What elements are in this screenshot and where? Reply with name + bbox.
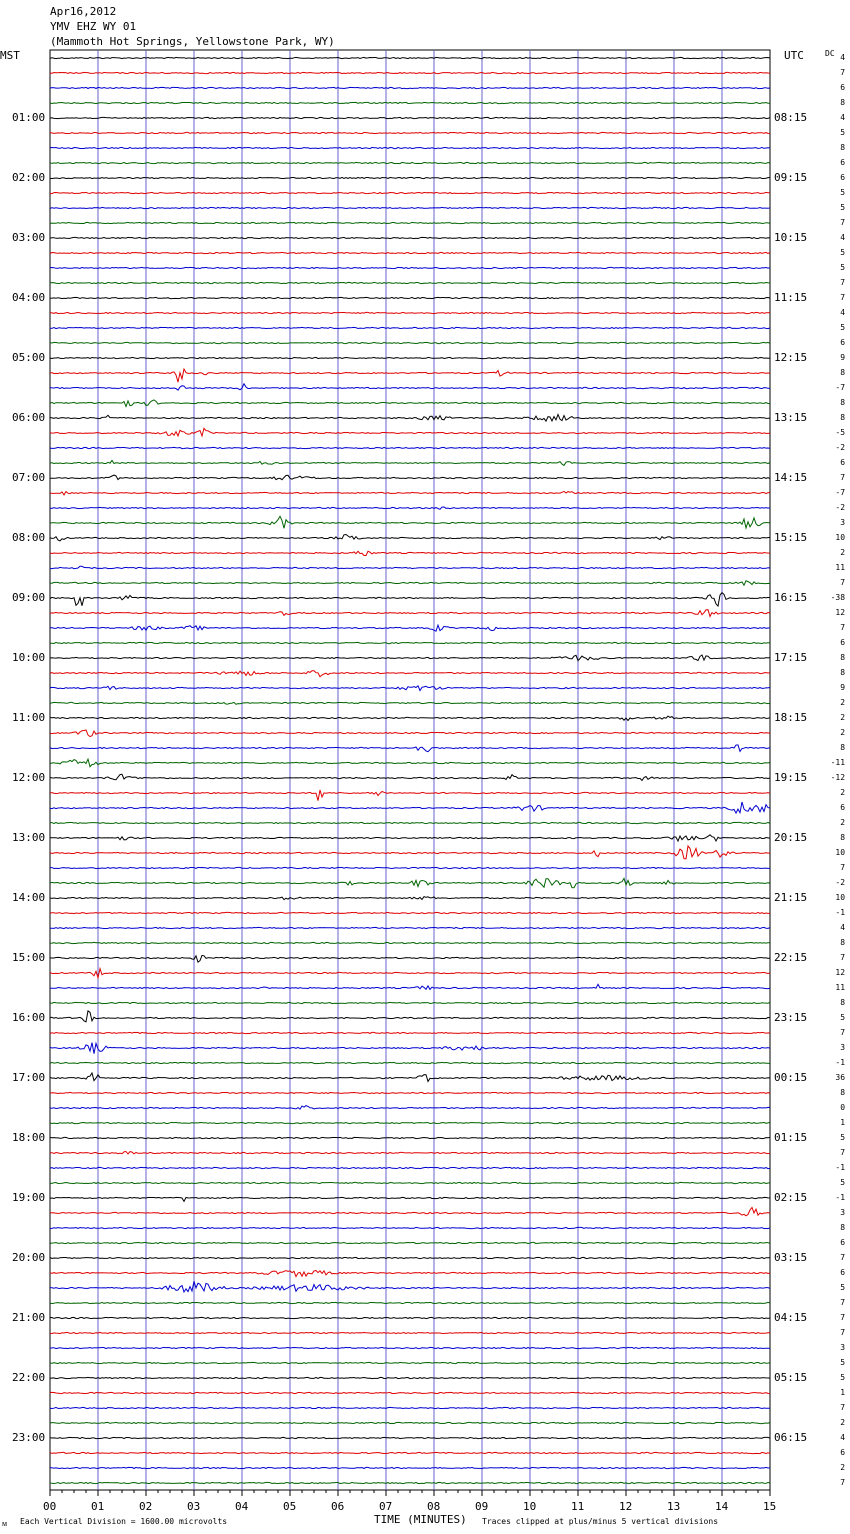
dc-offset-value: 6: [840, 638, 846, 647]
dc-offset-value: 8: [840, 1088, 846, 1097]
dc-offset-value: 6: [840, 173, 846, 182]
dc-offset-value: 7: [840, 68, 846, 77]
seismic-trace: [50, 1317, 770, 1318]
seismic-trace: [50, 415, 770, 422]
seismic-trace: [50, 566, 770, 569]
dc-offset-value: -2: [835, 878, 846, 887]
seismic-trace: [50, 1452, 770, 1453]
left-timezone-label: MST: [0, 49, 20, 62]
left-hour-label: 05:00: [12, 351, 46, 364]
seismic-trace: [50, 102, 770, 103]
dc-offset-value: 8: [840, 668, 846, 677]
right-hour-label: 01:15: [774, 1131, 808, 1144]
dc-offset-value: 8: [840, 998, 846, 1007]
dc-offset-value: 8: [840, 653, 846, 662]
footer-scale-note: Each Vertical Division = 1600.00 microvolts: [20, 1517, 228, 1526]
seismic-trace: [50, 312, 770, 313]
right-hour-label: 21:15: [774, 891, 808, 904]
right-hour-label: 06:15: [774, 1431, 808, 1444]
dc-offset-value: 7: [840, 293, 846, 302]
footer-left-mark: ᴍ: [2, 1519, 8, 1528]
dc-offset-value: 3: [840, 1208, 846, 1217]
left-hour-label: 03:00: [12, 231, 46, 244]
seismic-trace: [50, 369, 770, 382]
seismic-trace: [50, 132, 770, 133]
dc-offset-value: 2: [840, 728, 846, 737]
dc-offset-value: 4: [840, 1433, 846, 1442]
dc-offset-value: -5: [835, 428, 846, 437]
left-hour-label: 13:00: [12, 831, 46, 844]
dc-offset-value: 6: [840, 803, 846, 812]
seismic-trace: [50, 846, 770, 859]
dc-offset-value: 7: [840, 218, 846, 227]
dc-offset-value: 5: [840, 248, 846, 257]
dc-offset-value: 7: [840, 473, 846, 482]
seismic-trace: [50, 87, 770, 88]
seismic-trace: [50, 593, 770, 607]
seismic-trace: [50, 222, 770, 223]
dc-offset-value: 5: [840, 203, 846, 212]
seismic-trace: [50, 1377, 770, 1378]
right-hour-label: 09:15: [774, 171, 808, 184]
dc-offset-value: 7: [840, 623, 846, 632]
dc-offset-value: 5: [840, 1013, 846, 1022]
seismic-trace: [50, 610, 770, 617]
seismic-trace: [50, 897, 770, 900]
dc-offset-value: 10: [835, 848, 846, 857]
dc-offset-value: 7: [840, 278, 846, 287]
seismic-trace: [50, 759, 770, 767]
seismic-trace: [50, 1197, 770, 1201]
seismic-trace: [50, 400, 770, 407]
x-tick-label: 03: [187, 1500, 201, 1513]
seismic-trace: [50, 969, 770, 978]
x-tick-label: 02: [139, 1500, 153, 1513]
dc-offset-value: 7: [840, 1403, 846, 1412]
left-hour-label: 19:00: [12, 1191, 46, 1204]
seismic-trace: [50, 1182, 770, 1183]
dc-offset-value: -38: [830, 593, 846, 602]
seismic-trace: [50, 1467, 770, 1468]
dc-offset-value: 12: [835, 968, 846, 977]
x-tick-label: 06: [331, 1500, 345, 1513]
left-hour-label: 18:00: [12, 1131, 46, 1144]
seismic-trace: [50, 447, 770, 448]
seismic-trace: [50, 1137, 770, 1138]
seismic-trace: [50, 642, 770, 643]
dc-offset-value: 0: [840, 1103, 846, 1112]
dc-offset-value: 7: [840, 863, 846, 872]
right-hour-label: 18:15: [774, 711, 808, 724]
left-hour-label: 02:00: [12, 171, 46, 184]
dc-offset-value: 5: [840, 1178, 846, 1187]
left-hour-label: 10:00: [12, 651, 46, 664]
seismic-trace: [50, 1271, 770, 1277]
right-hour-label: 10:15: [774, 231, 808, 244]
seismic-trace: [50, 822, 770, 823]
seismic-trace: [50, 774, 770, 780]
seismic-trace: [50, 878, 770, 887]
left-hour-label: 01:00: [12, 111, 46, 124]
left-hour-label: 16:00: [12, 1011, 46, 1024]
seismic-trace: [50, 177, 770, 178]
dc-offset-value: 10: [835, 533, 846, 542]
seismic-trace: [50, 702, 770, 704]
seismic-trace: [50, 1032, 770, 1033]
dc-offset-value: 5: [840, 188, 846, 197]
seismic-trace: [50, 686, 770, 691]
header-location: (Mammoth Hot Springs, Yellowstone Park, WY): [50, 35, 335, 48]
seismic-trace: [50, 1208, 770, 1216]
header-station: YMV EHZ WY 01: [50, 20, 137, 33]
dc-offset-value: -1: [835, 1058, 846, 1067]
seismic-trace: [50, 475, 770, 480]
seismic-trace: [50, 1227, 770, 1228]
dc-offset-value: 2: [840, 548, 846, 557]
seismic-trace: [50, 551, 770, 555]
left-hour-label: 21:00: [12, 1311, 46, 1324]
dc-offset-value: 6: [840, 1448, 846, 1457]
seismic-trace: [50, 192, 770, 193]
dc-offset-value: -1: [835, 1193, 846, 1202]
left-hour-label: 06:00: [12, 411, 46, 424]
seismic-trace: [50, 1332, 770, 1333]
dc-offset-value: 6: [840, 1268, 846, 1277]
dc-offset-value: 3: [840, 1343, 846, 1352]
seismic-trace: [50, 72, 770, 73]
right-hour-label: 22:15: [774, 951, 808, 964]
seismic-trace: [50, 327, 770, 328]
seismic-trace: [50, 1002, 770, 1003]
seismic-trace: [50, 1281, 770, 1292]
x-tick-label: 01: [91, 1500, 105, 1513]
seismic-trace: [50, 745, 770, 752]
seismic-trace: [50, 655, 770, 661]
seismic-trace: [50, 1106, 770, 1110]
x-tick-label: 11: [571, 1500, 585, 1513]
dc-offset-value: 8: [840, 743, 846, 752]
dc-offset-value: 1: [840, 1118, 846, 1127]
dc-offset-value: 5: [840, 1283, 846, 1292]
x-tick-label: 07: [379, 1500, 393, 1513]
seismic-trace: [50, 57, 770, 58]
seismic-trace: [50, 1362, 770, 1363]
dc-column-label: DC: [825, 49, 835, 58]
dc-offset-value: 8: [840, 368, 846, 377]
seismic-trace: [50, 252, 770, 253]
left-hour-label: 22:00: [12, 1371, 46, 1384]
dc-offset-value: 8: [840, 143, 846, 152]
dc-offset-value: 11: [835, 563, 846, 572]
right-hour-label: 20:15: [774, 831, 808, 844]
seismic-trace: [50, 1073, 770, 1081]
dc-offset-value: 6: [840, 458, 846, 467]
seismic-trace: [50, 955, 770, 962]
dc-offset-value: 11: [835, 983, 846, 992]
left-hour-label: 11:00: [12, 711, 46, 724]
right-hour-label: 08:15: [774, 111, 808, 124]
right-hour-label: 02:15: [774, 1191, 808, 1204]
dc-offset-value: 7: [840, 1328, 846, 1337]
right-hour-label: 23:15: [774, 1011, 808, 1024]
dc-offset-value: 6: [840, 338, 846, 347]
seismic-trace: [50, 625, 770, 631]
dc-offset-value: 7: [840, 1478, 846, 1487]
x-tick-label: 15: [763, 1500, 777, 1513]
dc-offset-value: 4: [840, 308, 846, 317]
dc-offset-value: 2: [840, 698, 846, 707]
seismic-trace: [50, 1011, 770, 1022]
right-hour-label: 19:15: [774, 771, 808, 784]
dc-offset-value: 9: [840, 353, 846, 362]
seismic-trace: [50, 507, 770, 509]
seismic-trace: [50, 1392, 770, 1393]
dc-offset-value: 3: [840, 518, 846, 527]
x-axis-title: TIME (MINUTES): [374, 1513, 467, 1526]
dc-offset-value: 5: [840, 1358, 846, 1367]
seismic-trace: [50, 1122, 770, 1123]
seismic-trace: [50, 716, 770, 721]
seismic-trace: [50, 835, 770, 841]
dc-offset-value: 6: [840, 1238, 846, 1247]
dc-offset-value: 2: [840, 1463, 846, 1472]
left-hour-label: 17:00: [12, 1071, 46, 1084]
dc-offset-value: 36: [835, 1073, 846, 1082]
dc-offset-value: -2: [835, 443, 846, 452]
header-date: Apr16,2012: [50, 5, 117, 18]
dc-offset-value: 4: [840, 113, 846, 122]
left-hour-label: 09:00: [12, 591, 46, 604]
right-hour-label: 15:15: [774, 531, 808, 544]
seismic-trace: [50, 384, 770, 390]
dc-offset-value: 4: [840, 233, 846, 242]
left-hour-label: 14:00: [12, 891, 46, 904]
right-hour-label: 16:15: [774, 591, 808, 604]
x-tick-label: 10: [523, 1500, 537, 1513]
dc-offset-value: 5: [840, 323, 846, 332]
seismic-trace: [50, 535, 770, 541]
dc-offset-value: 5: [840, 1133, 846, 1142]
right-hour-label: 03:15: [774, 1251, 808, 1264]
seismic-trace: [50, 942, 770, 943]
left-hour-label: 12:00: [12, 771, 46, 784]
right-hour-label: 05:15: [774, 1371, 808, 1384]
seismic-trace: [50, 460, 770, 465]
dc-offset-value: 6: [840, 83, 846, 92]
left-hour-label: 08:00: [12, 531, 46, 544]
dc-offset-value: 8: [840, 1223, 846, 1232]
dc-offset-value: 8: [840, 98, 846, 107]
dc-offset-value: 2: [840, 788, 846, 797]
x-tick-label: 09: [475, 1500, 489, 1513]
seismic-trace: [50, 1167, 770, 1168]
right-hour-label: 00:15: [774, 1071, 808, 1084]
seismic-trace: [50, 671, 770, 677]
dc-offset-value: 12: [835, 608, 846, 617]
dc-offset-value: 4: [840, 923, 846, 932]
x-tick-label: 13: [667, 1500, 681, 1513]
dc-offset-value: 8: [840, 938, 846, 947]
seismic-trace: [50, 1242, 770, 1243]
seismic-trace: [50, 984, 770, 989]
seismic-trace: [50, 428, 770, 436]
dc-offset-value: 7: [840, 1028, 846, 1037]
seismic-trace: [50, 790, 770, 801]
right-hour-label: 04:15: [774, 1311, 808, 1324]
seismic-trace: [50, 1092, 770, 1093]
dc-offset-value: 5: [840, 1373, 846, 1382]
seismic-trace: [50, 147, 770, 148]
seismic-trace: [50, 357, 770, 358]
dc-offset-value: 7: [840, 953, 846, 962]
dc-offset-value: -12: [830, 773, 846, 782]
footer-clip-note: Traces clipped at plus/minus 5 vertical divisions: [482, 1517, 719, 1526]
left-hour-label: 15:00: [12, 951, 46, 964]
dc-offset-value: 7: [840, 1253, 846, 1262]
dc-offset-value: 7: [840, 1298, 846, 1307]
traces: [50, 57, 770, 1483]
dc-offset-value: 2: [840, 818, 846, 827]
seismic-trace: [50, 237, 770, 238]
dc-offset-value: 7: [840, 1148, 846, 1157]
plot-frame: [50, 50, 770, 1490]
seismic-trace: [50, 1062, 770, 1063]
seismic-trace: [50, 1257, 770, 1258]
right-timezone-label: UTC: [784, 49, 804, 62]
dc-offset-value: 8: [840, 398, 846, 407]
dc-offset-value: 10: [835, 893, 846, 902]
left-hour-label: 20:00: [12, 1251, 46, 1264]
seismic-trace: [50, 730, 770, 737]
dc-offset-value: 7: [840, 578, 846, 587]
seismic-trace: [50, 581, 770, 585]
dc-offset-value: 3: [840, 1043, 846, 1052]
right-hour-label: 14:15: [774, 471, 808, 484]
right-hour-label: 11:15: [774, 291, 808, 304]
right-hour-label: 12:15: [774, 351, 808, 364]
dc-offset-value: -1: [835, 1163, 846, 1172]
right-hour-label: 13:15: [774, 411, 808, 424]
dc-offset-value: 1: [840, 1388, 846, 1397]
dc-offset-value: 8: [840, 413, 846, 422]
dc-offset-value: 5: [840, 263, 846, 272]
x-tick-label: 08: [427, 1500, 441, 1513]
seismic-trace: [50, 867, 770, 868]
seismic-trace: [50, 1407, 770, 1408]
seismic-trace: [50, 491, 770, 495]
seismic-trace: [50, 1347, 770, 1348]
x-tick-label: 12: [619, 1500, 633, 1513]
dc-offset-value: -1: [835, 908, 846, 917]
seismic-trace: [50, 927, 770, 928]
dc-offset-value: 2: [840, 1418, 846, 1427]
seismic-trace: [50, 912, 770, 913]
right-hour-label: 17:15: [774, 651, 808, 664]
dc-offset-value: 7: [840, 1313, 846, 1322]
x-tick-label: 05: [283, 1500, 297, 1513]
dc-offset-value: -2: [835, 503, 846, 512]
seismic-trace: [50, 207, 770, 208]
seismic-trace: [50, 342, 770, 343]
dc-offset-value: 5: [840, 128, 846, 137]
seismic-trace: [50, 1437, 770, 1438]
seismic-trace: [50, 1422, 770, 1423]
x-tick-label: 00: [43, 1500, 57, 1513]
seismic-trace: [50, 282, 770, 283]
seismic-trace: [50, 516, 770, 528]
seismic-trace: [50, 297, 770, 298]
dc-offset-value: -11: [830, 758, 846, 767]
left-hour-label: 04:00: [12, 291, 46, 304]
seismic-trace: [50, 1302, 770, 1303]
dc-offset-value: 8: [840, 833, 846, 842]
dc-offset-value: -7: [835, 383, 846, 392]
dc-offset-value: 9: [840, 683, 846, 692]
left-hour-label: 23:00: [12, 1431, 46, 1444]
dc-offset-value: 4: [840, 53, 846, 62]
seismic-trace: [50, 162, 770, 163]
seismic-trace: [50, 1482, 770, 1483]
seismic-trace: [50, 267, 770, 268]
seismic-trace: [50, 1152, 770, 1155]
left-hour-label: 07:00: [12, 471, 46, 484]
seismic-trace: [50, 802, 770, 813]
seismic-trace: [50, 1043, 770, 1054]
dc-offset-value: -7: [835, 488, 846, 497]
x-tick-label: 04: [235, 1500, 249, 1513]
dc-offset-value: 2: [840, 713, 846, 722]
dc-offset-value: 6: [840, 158, 846, 167]
x-tick-label: 14: [715, 1500, 729, 1513]
seismic-trace: [50, 117, 770, 118]
